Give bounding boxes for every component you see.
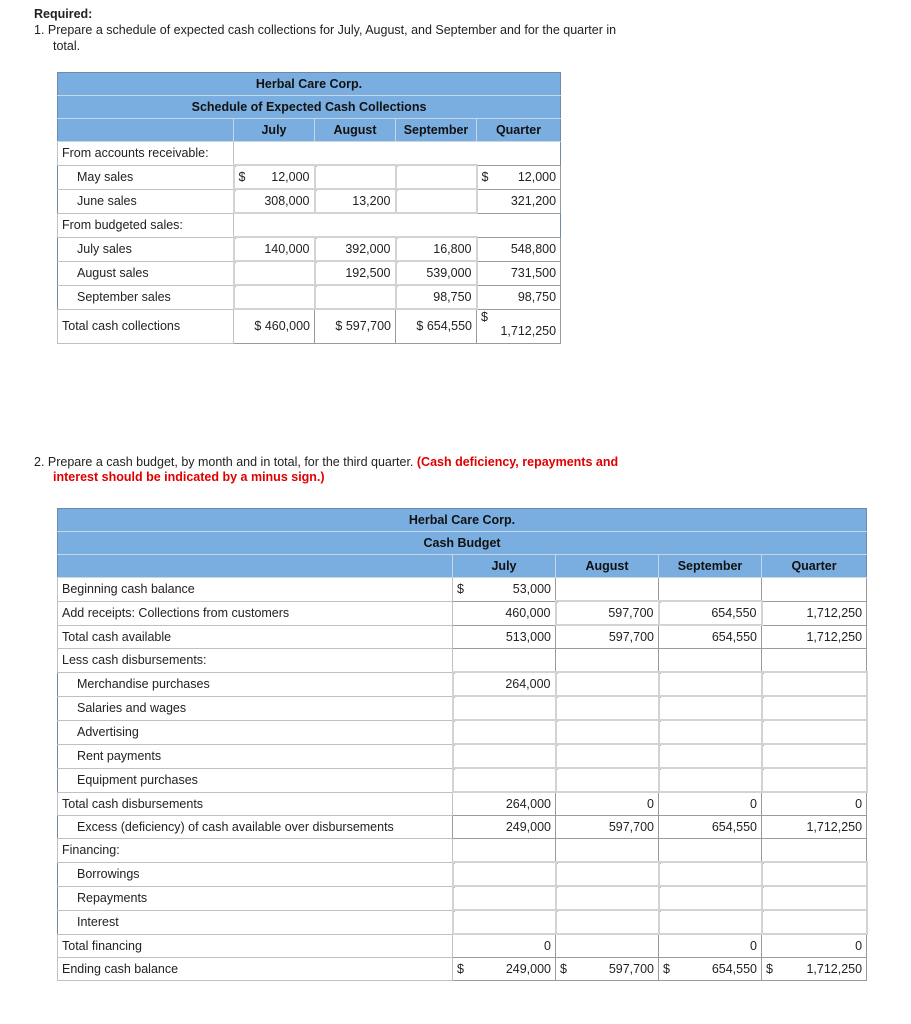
input-cell[interactable] bbox=[453, 886, 556, 910]
section-ar-label: From accounts receivable: bbox=[58, 142, 234, 166]
table-row: Total cash disbursements 264,000 0 0 0 bbox=[58, 792, 867, 816]
input-cell[interactable]: $ 53,000 bbox=[453, 578, 556, 602]
input-cell[interactable] bbox=[762, 720, 867, 744]
input-cell[interactable] bbox=[762, 696, 867, 720]
input-cell[interactable] bbox=[659, 862, 762, 886]
input-cell[interactable]: 308,000 bbox=[234, 189, 315, 213]
input-cell[interactable] bbox=[315, 285, 396, 309]
col-july: July bbox=[234, 119, 315, 142]
table-row: Total cash available 513,000 597,700 654,550 1,712,250 bbox=[58, 625, 867, 649]
input-cell[interactable]: 654,550 bbox=[659, 601, 762, 625]
input-cell[interactable] bbox=[556, 672, 659, 696]
input-cell[interactable] bbox=[315, 165, 396, 189]
input-cell[interactable] bbox=[659, 672, 762, 696]
col-august: August bbox=[556, 555, 659, 578]
table-row bbox=[58, 237, 561, 261]
input-cell[interactable] bbox=[453, 744, 556, 768]
input-cell[interactable]: 597,700 bbox=[556, 601, 659, 625]
row-label: Total cash collections bbox=[58, 309, 234, 343]
table-row bbox=[58, 261, 561, 285]
table-row: Interest bbox=[58, 910, 867, 934]
input-cell[interactable] bbox=[396, 189, 477, 213]
input-cell[interactable] bbox=[659, 720, 762, 744]
input-cell[interactable] bbox=[659, 696, 762, 720]
row-label: May sales bbox=[58, 165, 234, 189]
table-row: Equipment purchases bbox=[58, 768, 867, 792]
table-row: Financing: bbox=[58, 839, 867, 863]
col-quarter: Quarter bbox=[762, 555, 867, 578]
col-september: September bbox=[659, 555, 762, 578]
question-1 bbox=[34, 22, 734, 54]
table-row: Salaries and wages bbox=[58, 696, 867, 720]
table-row: Repayments bbox=[58, 886, 867, 910]
question-2: 2. Prepare a cash budget, by month and in total, for the third quarter. (Cash deficiency, repayments and interest should be indicated by a minus sign.) bbox=[34, 455, 619, 484]
table-row bbox=[58, 189, 561, 213]
section-budget-label: From budgeted sales: bbox=[58, 213, 234, 237]
cash-budget bbox=[57, 508, 868, 981]
total-cell: $ 654,550 bbox=[396, 309, 477, 343]
table-row: Advertising bbox=[58, 720, 867, 744]
input-cell[interactable] bbox=[453, 768, 556, 792]
input-cell[interactable] bbox=[234, 285, 315, 309]
question-1-text-cont: total. bbox=[53, 39, 81, 53]
input-cell[interactable] bbox=[556, 886, 659, 910]
total-cell: 98,750 bbox=[477, 285, 561, 309]
row-label: August sales bbox=[58, 261, 234, 285]
input-cell[interactable] bbox=[234, 261, 315, 285]
table-row: Add receipts: Collections from customers 460,000 597,700 654,550 1,712,250 bbox=[58, 601, 867, 625]
collections-schedule bbox=[57, 72, 561, 344]
table-row: Borrowings bbox=[58, 862, 867, 886]
total-cell: 321,200 bbox=[477, 189, 561, 213]
input-cell[interactable]: 98,750 bbox=[396, 285, 477, 309]
input-cell[interactable]: 192,500 bbox=[315, 261, 396, 285]
required-heading: Required: bbox=[34, 7, 93, 21]
input-cell[interactable] bbox=[762, 862, 867, 886]
budget-company: Herbal Care Corp. bbox=[58, 509, 867, 532]
input-cell[interactable] bbox=[453, 910, 556, 934]
input-cell[interactable] bbox=[659, 744, 762, 768]
table-row: Beginning cash balance $ 53,000 bbox=[58, 578, 867, 602]
input-cell[interactable] bbox=[556, 720, 659, 744]
input-cell[interactable] bbox=[762, 744, 867, 768]
input-cell[interactable]: 140,000 bbox=[234, 237, 315, 261]
input-cell[interactable] bbox=[453, 720, 556, 744]
table-row: Ending cash balance $ 249,000 $ 597,700 $ 654,550 $ 1,712,250 bbox=[58, 958, 867, 981]
total-cell: 548,800 bbox=[477, 237, 561, 261]
input-cell[interactable]: 264,000 bbox=[453, 672, 556, 696]
input-cell[interactable] bbox=[556, 696, 659, 720]
col-september: September bbox=[396, 119, 477, 142]
total-row bbox=[58, 309, 561, 343]
table-row bbox=[58, 285, 561, 309]
schedule-title: Schedule of Expected Cash Collections bbox=[58, 96, 561, 119]
row-label: September sales bbox=[58, 285, 234, 309]
input-cell[interactable] bbox=[762, 672, 867, 696]
row-label: July sales bbox=[58, 237, 234, 261]
input-cell[interactable] bbox=[762, 768, 867, 792]
total-cell: $ 12,000 bbox=[477, 165, 561, 189]
col-july: July bbox=[453, 555, 556, 578]
input-cell[interactable] bbox=[556, 910, 659, 934]
input-cell[interactable] bbox=[556, 862, 659, 886]
input-cell[interactable] bbox=[659, 768, 762, 792]
table-row: Less cash disbursements: bbox=[58, 649, 867, 673]
table-row: Rent payments bbox=[58, 744, 867, 768]
input-cell[interactable]: $ 12,000 bbox=[234, 165, 315, 189]
row-label: June sales bbox=[58, 189, 234, 213]
col-quarter: Quarter bbox=[477, 119, 561, 142]
input-cell[interactable] bbox=[556, 744, 659, 768]
input-cell[interactable] bbox=[762, 910, 867, 934]
instructions bbox=[34, 6, 734, 54]
input-cell[interactable]: 13,200 bbox=[315, 189, 396, 213]
input-cell[interactable] bbox=[453, 696, 556, 720]
input-cell[interactable] bbox=[659, 910, 762, 934]
table-row: Merchandise purchases 264,000 bbox=[58, 672, 867, 696]
input-cell[interactable]: 16,800 bbox=[396, 237, 477, 261]
schedule-company: Herbal Care Corp. bbox=[58, 73, 561, 96]
total-cell: 731,500 bbox=[477, 261, 561, 285]
col-august: August bbox=[315, 119, 396, 142]
total-cell: $ 597,700 bbox=[315, 309, 396, 343]
input-cell[interactable] bbox=[556, 768, 659, 792]
table-row: Excess (deficiency) of cash available over disbursements 249,000 597,700 654,550 1,712,250 bbox=[58, 816, 867, 839]
input-cell[interactable]: 539,000 bbox=[396, 261, 477, 285]
input-cell[interactable] bbox=[396, 165, 477, 189]
input-cell[interactable] bbox=[453, 862, 556, 886]
budget-title: Cash Budget bbox=[58, 532, 867, 555]
total-cell: $ 460,000 bbox=[234, 309, 315, 343]
input-cell[interactable] bbox=[762, 886, 867, 910]
table-row: Total financing 0 0 0 bbox=[58, 934, 867, 958]
total-cell: $ 1,712,250 bbox=[477, 309, 561, 343]
table-row bbox=[58, 165, 561, 189]
input-cell[interactable]: 392,000 bbox=[315, 237, 396, 261]
question-1-text: 1. Prepare a schedule of expected cash collections for July, August, and September and for the quarter in bbox=[34, 23, 617, 37]
input-cell[interactable] bbox=[659, 886, 762, 910]
